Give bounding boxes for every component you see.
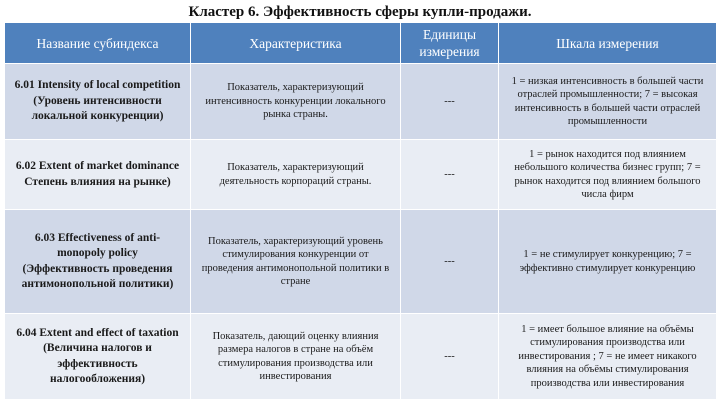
units-cell: --- xyxy=(401,140,499,210)
units-cell: --- xyxy=(401,210,499,314)
scale-cell: 1 = низкая интенсивность в большей части отраслей промышленности; 7 = высокая интенсивность в большей части отраслей промышленности xyxy=(499,64,717,140)
table-row xyxy=(5,210,717,314)
header-characteristic: Характеристика xyxy=(191,23,401,64)
table-header-row xyxy=(5,23,717,64)
header-subindex-name: Название субиндекса xyxy=(5,23,191,64)
scale-cell: 1 = имеет большое влияние на объёмы стимулирования производства или инвестирования ; 7 = не имеет никакого влияния на объёмы стимулирования производства или инвестирования xyxy=(499,314,717,400)
units-cell: --- xyxy=(401,64,499,140)
subindex-name-cell: 6.03 Effectiveness of anti-monopoly policy (Эффективность проведения антимонопольной политики) xyxy=(5,210,191,314)
scale-cell: 1 = не стимулирует конкуренцию; 7 = эффективно стимулирует конкуренцию xyxy=(499,210,717,314)
subindex-table xyxy=(4,22,717,400)
header-units: Единицы измерения xyxy=(401,23,499,64)
table-row xyxy=(5,140,717,210)
subindex-name-cell: 6.04 Extent and effect of taxation (Величина налогов и эффективность налогообложения) xyxy=(5,314,191,400)
table-row xyxy=(5,314,717,400)
subindex-name-cell: 6.01 Intensity of local competition (Уровень интенсивности локальной конкуренции) xyxy=(5,64,191,140)
subindex-name-cell: 6.02 Extent of market dominance Степень влияния на рынке) xyxy=(5,140,191,210)
scale-cell: 1 = рынок находится под влиянием небольшого количества бизнес групп; 7 = рынок находится под влиянием большого числа фирм xyxy=(499,140,717,210)
units-cell: --- xyxy=(401,314,499,400)
characteristic-cell: Показатель, дающий оценку влияния размера налогов в стране на объём стимулирования производства или инвестирования xyxy=(191,314,401,400)
characteristic-cell: Показатель, характеризующий деятельность корпораций страны. xyxy=(191,140,401,210)
page-title: Кластер 6. Эффективность сферы купли-продажи. xyxy=(188,4,532,20)
characteristic-cell: Показатель, характеризующий интенсивность конкуренции локального рынка страны. xyxy=(191,64,401,140)
table-row xyxy=(5,64,717,140)
header-scale: Шкала измерения xyxy=(499,23,717,64)
characteristic-cell: Показатель, характеризующий уровень стимулирования конкуренции от проведения антимонопольной политики в стране xyxy=(191,210,401,314)
